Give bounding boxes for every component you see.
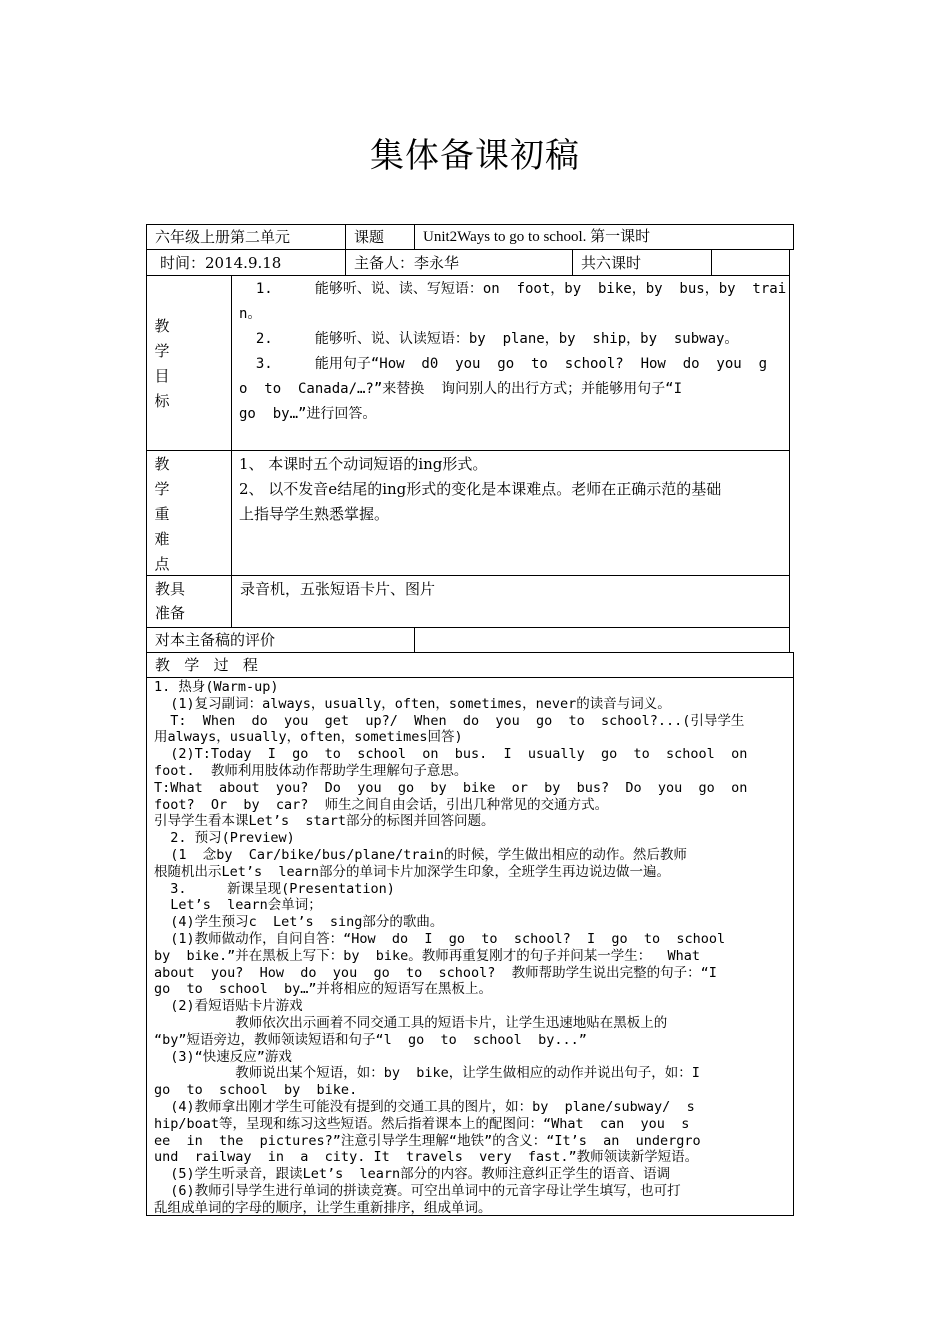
topic-value: Unit2Ways to go to school. 第一课时 (423, 229, 651, 245)
process-line: (1)复习副词：always，usually，often，sometimes，never的读音与词义。 (154, 695, 671, 712)
objectives-label: 教 学 目 标 (154, 317, 170, 410)
process-line: about you? How do you go to school? 教师帮助学生说出完整的句子：“I (154, 964, 717, 981)
objective-line: 2. 能够听、说、认读短语：by plane，by ship，by subway。 (239, 331, 739, 347)
page-title: 集体备课初稿 (370, 136, 580, 176)
process-line: ee in the pictures?”注意引导学生理解“地铁”的含义：“It’s an undergro (154, 1132, 701, 1149)
process-line: (3)“快速反应”游戏 (154, 1048, 292, 1065)
process-line: go to school by…”并将相应的短语写在黑板上。 (154, 981, 493, 998)
keypoints-label: 教 学 重 难 点 (154, 455, 170, 573)
process-line: Let’s learn会单词； (154, 897, 322, 914)
process-line: 1. 热身(Warm-up) (154, 679, 279, 695)
cell-empty (711, 249, 790, 276)
objective-line: o to Canada/…?”来替换 询问别人的出行方式；并能够用句子“I (239, 381, 683, 397)
process-line: foot? Or by car? 师生之间自由会话，引出几种常见的交通方式。 (154, 796, 609, 813)
time-text: 时间：2014.9.18 (160, 254, 282, 272)
cell-evaluation-value (414, 627, 790, 653)
process-line: by bike.”并在黑板上写下：by bike。教师再重复刚才的句子并问某一学生： What (154, 947, 701, 964)
process-line: (1)教师做动作，自问自答：“How do I go to school? I go to school (154, 930, 726, 947)
process-line: (6)教师引导学生进行单词的拼读竞赛。可空出单词中的元音字母让学生填写，也可打 (154, 1182, 681, 1199)
process-line: “by”短语旁边，教师领读短语和句子“l go to school by...” (154, 1031, 587, 1048)
process-line: (2)T:Today I go to school on bus. I usually go to school on (154, 746, 748, 763)
materials-label-1: 教具 (155, 580, 186, 598)
keypoint-line: 上指导学生熟悉掌握。 (239, 505, 390, 523)
keypoints-text (239, 452, 787, 527)
process-line: 用always，usually，often，sometimes回答) (154, 729, 463, 746)
objective-line: 3. 能用句子“How d0 you go to school? How do you g (239, 356, 768, 372)
process-line: (2)看短语贴卡片游戏 (154, 998, 303, 1015)
keypoint-line: 1、 本课时五个动词短语的ing形式。 (239, 455, 488, 473)
process-line: hip/boat等，呈现和练习这些短语。然后指着课本上的配图问：“What can you s (154, 1115, 690, 1132)
process-line: 教师说出某个短语，如：by bike，让学生做相应的动作并说出句子，如：I (154, 1065, 700, 1082)
process-line: 3. 新课呈现(Presentation) (154, 880, 395, 897)
materials-value: 录音机，五张短语卡片、图片 (240, 580, 436, 598)
process-label: 教 学 过 程 (155, 656, 258, 674)
unit-text: 六年级上册第二单元 (155, 228, 291, 246)
process-line: foot. 教师利用肢体动作帮助学生理解句子意思。 (154, 762, 468, 779)
evaluation-label: 对本主备稿的评价 (155, 631, 276, 649)
topic-label: 课题 (354, 228, 385, 246)
objective-line: n。 (239, 306, 262, 322)
process-line: T:What about you? Do you go by bike or by bus? Do you go on (154, 779, 748, 796)
periods-text: 共六课时 (581, 254, 642, 272)
process-line: 2. 预习(Preview) (154, 830, 295, 847)
materials-label-2: 准备 (155, 604, 186, 622)
objective-line: go by…”进行回答。 (239, 406, 377, 422)
keypoint-line: 2、 以不发音e结尾的ing形式的变化是本课难点。老师在正确示范的基础 (239, 480, 722, 498)
objective-line: 1. 能够听、说、读、写短语：on foot，by bike，by bus，by trai (239, 281, 787, 297)
process-text (154, 679, 788, 1217)
process-line: go to school by bike. (154, 1082, 358, 1099)
process-line: T: When do you get up?/ When do you go to school?...(引导学生 (154, 712, 745, 729)
process-line: 根随机出示Let’s learn部分的单词卡片加深学生印象，全班学生再边说边做一遍。 (154, 863, 671, 880)
process-line: 乱组成单词的字母的顺序，让学生重新排序，组成单词。 (154, 1199, 492, 1216)
process-line: (4)教师拿出刚才学生可能没有提到的交通工具的图片，如：by plane/subway/ s (154, 1098, 695, 1115)
preparer-text: 主备人：李永华 (354, 254, 460, 272)
objectives-text (239, 277, 787, 427)
process-line: und railway in a city. It travels very fast.”教师领读新学短语。 (154, 1149, 699, 1166)
process-line: 引导学生看本课Let’s start部分的标图并回答问题。 (154, 813, 495, 830)
process-line: (5)学生听录音，跟读Let’s learn部分的内容。教师注意纠正学生的语音、语调 (154, 1166, 671, 1183)
process-line: (1 念by Car/bike/bus/plane/train的时候，学生做出相应的动作。然后教师 (154, 846, 687, 863)
process-line: (4)学生预习c Let’s sing部分的歌曲。 (154, 914, 444, 931)
process-line: 教师依次出示画着不同交通工具的短语卡片，让学生迅速地贴在黑板上的 (154, 1014, 668, 1031)
